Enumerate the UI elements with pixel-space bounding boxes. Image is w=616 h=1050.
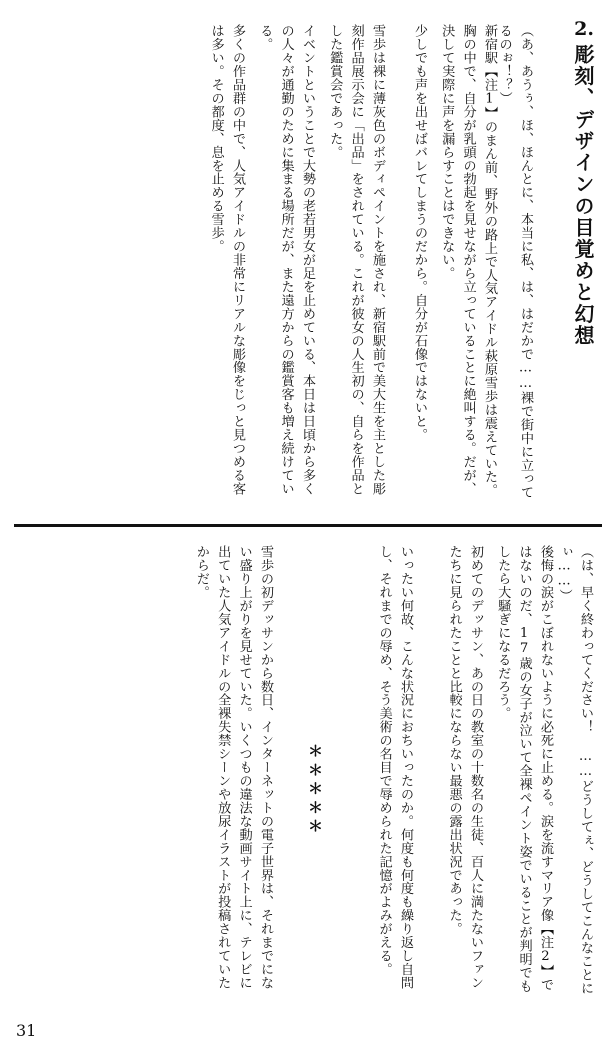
paragraph-column: 後悔の涙がこぼれないように必死に止める。涙を流すマリア像【注2】ではないのだ、17歳の女子が泣いて全裸ペイント姿でいることが判明でもしたら大騒ぎになるだろう。 bbox=[495, 545, 553, 993]
paragraph-column: 新宿駅【注1】のまん前、野外の路上で人気アイドル萩原雪歩は震えていた。胸の中で、自分が乳頭の勃起を見せながら立っていることに絶叫する。だが、決して実際に声を漏らすことはできない。 bbox=[439, 24, 497, 498]
paragraph-column: イベントということで大勢の老若男女が足を止めている、本日は日頃から多くの人々が通勤のために集まる場所だが、また遠方からの鑑賞客も増え続けている。 bbox=[257, 24, 315, 496]
bottom-text-section bbox=[0, 533, 616, 1003]
scene-separator: ＊＊＊＊＊ bbox=[306, 743, 324, 837]
paragraph-column: 初めてのデッサン、あの日の教室の十数名の生徒、百人に満たないファンたちに見られたことと比較にならない最悪の露出状況であった。 bbox=[446, 545, 483, 990]
paragraph-column: （あ、あうぅ、ほ、ほんとに、本当に私、は、はだかで……裸で街中に立ってるのぉ！？） bbox=[496, 24, 533, 499]
paragraph-column: 雪歩は裸に薄灰色のボディペイントを施され、新宿駅前で美大生を主とした彫刻作品展示会に「出品」をされている。これが彼女の人生初の、自らを作品とした鑑賞会であった。 bbox=[327, 24, 385, 496]
paragraph-column: 少しでも声を出せばバレてしまうのだから。自分が石像ではないと。 bbox=[412, 24, 427, 442]
top-text-section bbox=[0, 0, 616, 524]
paragraph-column: いったい何故、こんな状況におちいったのか。何度も何度も繰り返し自問し、それまでの辱め、そう美術の名目で辱められた記憶がよみがえる。 bbox=[376, 545, 413, 990]
chapter-title: 彫刻、デザインの目覚めと幻想 bbox=[571, 44, 595, 347]
paragraph-column: 雪歩の初デッサンから数日、インターネットの電子世界は、それまでにない盛り上がりを見せていた。いくつもの違法な動画サイト上に、テレビに出ていた人気アイドルの全裸失禁シーンや放尿イラストが投稿されていたからだ。 bbox=[193, 545, 273, 990]
section-divider bbox=[14, 524, 602, 527]
paragraph-column: （は、早く終わってください！ ……どうしてぇ、どうしてこんなことにぃ……） bbox=[556, 545, 593, 995]
chapter-number: 2. bbox=[574, 18, 594, 40]
page-number: 31 bbox=[16, 1021, 37, 1040]
paragraph-column: 多くの作品群の中で、人気アイドルの非常にリアルな彫像をじっと見つめる客は多い。その都度、息を止める雪歩。 bbox=[208, 24, 245, 496]
